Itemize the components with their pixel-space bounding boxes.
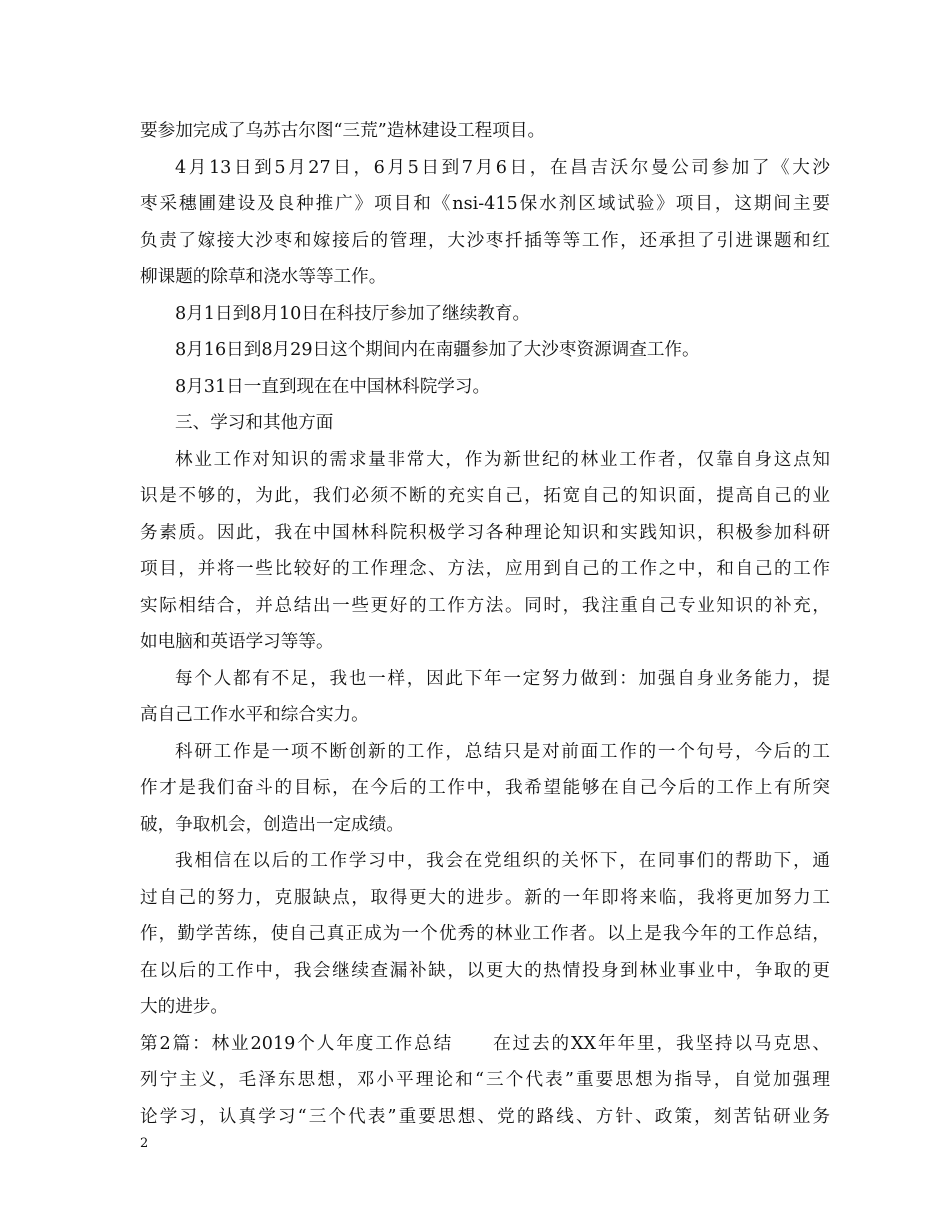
text-line: 负责了嫁接大沙枣和嫁接后的管理，大沙枣扦插等等工作，还承担了引进课题和红 xyxy=(140,230,830,251)
chapter-text: 在过去的XX年年里，我坚持以马克思、 xyxy=(491,1033,830,1054)
text-line: 作，勤学苦练，使自己真正成为一个优秀的林业工作者。以上是我今年的工作总结， xyxy=(140,924,830,944)
text-line: 柳课题的除草和浇水等等工作。 xyxy=(140,267,387,287)
text-line: 实际相结合，并总结出一些更好的工作方法。同时，我注重自己专业知识的补充， xyxy=(140,595,830,616)
document-body xyxy=(140,113,830,1135)
text-line: 科研工作是一项不断创新的工作，总结只是对前面工作的一个句号，今后的工 xyxy=(175,741,830,762)
text-line: 在以后的工作中，我会继续查漏补缺，以更大的热情投身到林业事业中，争取的更 xyxy=(140,960,830,981)
text-line: 论学习，认真学习“三个代表”重要思想、党的路线、方针、政策，刻苦钻研业务 xyxy=(140,1106,830,1127)
text-line: 我相信在以后的工作学习中，我会在党组织的关怀下，在同事们的帮助下，通 xyxy=(175,851,830,871)
text-line: 枣采穗圃建设及良种推广》项目和《nsi-415保水剂区域试验》项目，这期间主要 xyxy=(140,194,830,214)
text-line: 过自己的努力，克服缺点，取得更大的进步。新的一年即将来临，我将更加努力工 xyxy=(140,887,830,908)
page-number: 2 xyxy=(140,1136,149,1151)
text-line: 破，争取机会，创造出一定成绩。 xyxy=(140,814,404,835)
text-line: 列宁主义，毛泽东思想，邓小平理论和“三个代表”重要思想为指导，自觉加强理 xyxy=(140,1070,830,1090)
text-line: 识是不够的，为此，我们必须不断的充实自己，拓宽自己的知识面，提高自己的业 xyxy=(140,486,830,506)
text-line: 作才是我们奋斗的目标，在今后的工作中，我希望能够在自己今后的工作上有所突 xyxy=(140,778,830,798)
text-line: 高自己工作水平和综合实力。 xyxy=(140,705,369,725)
text-line: 8月1日到8月10日在科技厅参加了继续教育。 xyxy=(175,303,531,324)
text-line: 林业工作对知识的需求量非常大，作为新世纪的林业工作者，仅靠自身这点知 xyxy=(175,449,830,470)
text-line: 8月31日一直到现在在中国林科院学习。 xyxy=(175,376,491,397)
text-line: 每个人都有不足，我也一样，因此下年一定努力做到：加强自身业务能力，提 xyxy=(175,668,830,689)
text-line: 8月16日到8月29日这个期间内在南疆参加了大沙枣资源调查工作。 xyxy=(175,340,700,360)
chapter-heading: 第2篇：林业2019个人年度工作总结 xyxy=(140,1033,454,1054)
text-line: 4月13日到5月27日，6月5日到7月6日，在昌吉沃尔曼公司参加了《大沙 xyxy=(175,157,830,178)
text-line: 项目，并将一些比较好的工作理念、方法，应用到自己的工作之中，和自己的工作 xyxy=(140,559,830,579)
section-heading: 三、学习和其他方面 xyxy=(175,413,334,433)
text-line: 务素质。因此，我在中国林科院积极学习各种理论知识和实践知识，积极参加科研 xyxy=(140,522,830,543)
text-line: 要参加完成了乌苏古尔图“三荒”造林建设工程项目。 xyxy=(140,121,546,141)
chapter-line xyxy=(140,1026,830,1063)
text-line: 如电脑和英语学习等等。 xyxy=(140,632,334,652)
text-line: 大的进步。 xyxy=(140,997,228,1017)
